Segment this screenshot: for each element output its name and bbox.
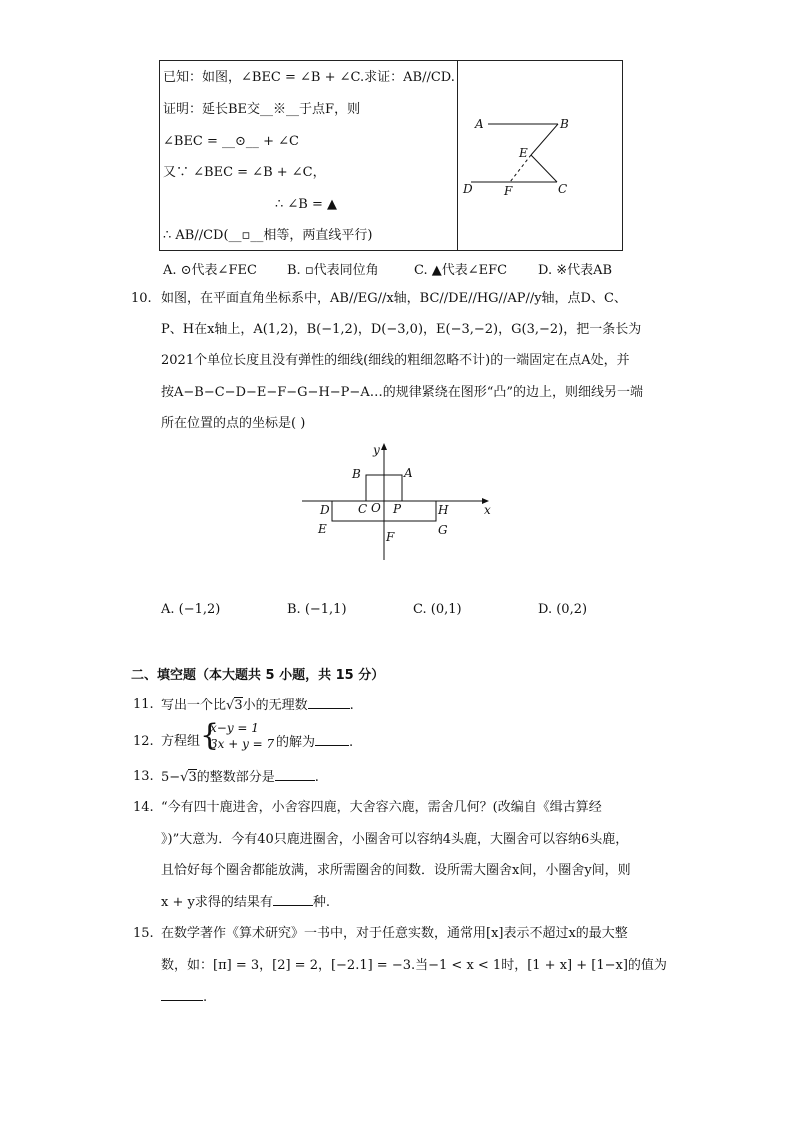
q10-option-c[interactable]: C. (0,1)	[413, 602, 462, 617]
section-heading: 二、填空题（本大题共 5 小题，共 15 分）	[131, 668, 385, 683]
label-c: C	[358, 502, 368, 516]
q12-eq1: x−y = 1	[210, 721, 259, 735]
q12-post: 的解为	[276, 735, 316, 750]
q10-line-1: 如图，在平面直角坐标系中，AB//EG//x轴，BC//DE//HG//AP//y轴，点D、C、	[161, 291, 627, 306]
label-a: A	[475, 117, 484, 131]
label-f: F	[386, 530, 395, 544]
q13-text	[161, 768, 319, 787]
label-e: E	[519, 146, 528, 160]
q15-line-1: 在数学著作《算术研究》一书中，对于任意实数，通常用[x]表示不超过x的最大整	[161, 926, 628, 941]
q15-number: 15.	[133, 926, 154, 941]
q14-line-1: “今有四十鹿进舍，小舍容四鹿，大舍容六鹿，需舍几何？(改编自《缉古算经	[161, 800, 602, 815]
q11-radicand: 3	[234, 698, 243, 713]
proof-line-4: 又∵ ∠BEC = ∠B + ∠C，	[163, 165, 326, 180]
q9-option-a[interactable]: A. ⊙代表∠FEC	[163, 263, 257, 278]
q11-end: .	[349, 698, 354, 713]
q9-option-b[interactable]: B. ▫代表同位角	[287, 263, 379, 278]
label-x: x	[484, 503, 491, 517]
q10-number: 10.	[131, 291, 152, 306]
q14-line-3: 且恰好每个圈舍都能放满，求所需圈舍的间数．设所需大圈舍x间，小圈舍y间，则	[161, 863, 631, 878]
q15-end: .	[203, 990, 208, 1005]
q14-line-2: 》)”大意为．今有40只鹿进圈舍，小圈舍可以容纳4头鹿，大圈舍可以容纳6头鹿，	[161, 832, 629, 847]
q14-line-4b: 种.	[312, 895, 330, 910]
q12-number: 12.	[133, 734, 154, 749]
proof-line-6: ∴ AB//CD(__▫__相等，两直线平行)	[163, 228, 373, 243]
q12-pre: 方程组	[161, 734, 201, 749]
q10-option-d[interactable]: D. (0,2)	[538, 602, 588, 617]
coordinate-figure	[296, 440, 496, 565]
q15-line-2: 数，如：[π] = 3，[2] = 2，[−2.1] = −3.当−1 < x < 1时，[1 + x] + [1−x]的值为	[161, 958, 667, 973]
label-d: D	[320, 503, 330, 517]
q12-tail	[276, 733, 353, 752]
proof-figure	[458, 61, 620, 248]
q13-pre: 5−	[161, 770, 181, 785]
q10-line-5: 所在位置的点的坐标是( )	[161, 416, 306, 431]
q14-line-4a: x + y求得的结果有	[161, 895, 273, 910]
q12-eq2: 3x + y = 7	[210, 737, 275, 751]
label-c: C	[558, 182, 568, 196]
system-brace: {	[200, 718, 220, 753]
q9-option-d[interactable]: D. ※代表AB	[538, 263, 613, 278]
label-b: B	[352, 467, 361, 481]
q11-pre: 写出一个比	[161, 698, 227, 713]
q12-answer-blank[interactable]	[315, 733, 349, 746]
q10-option-b[interactable]: B. (−1,1)	[287, 602, 347, 617]
q15-answer-blank[interactable]	[161, 988, 203, 1001]
q11-text	[161, 696, 354, 715]
q10-line-3: 2021个单位长度且没有弹性的细线(细线的粗细忽略不计)的一端固定在点A处，并	[161, 353, 630, 368]
q9-option-c[interactable]: C. ▲代表∠EFC	[414, 263, 508, 278]
proof-line-2: 证明：延长BE交__※__于点F，则	[163, 102, 361, 117]
q15-line-3	[161, 988, 207, 1007]
q13-number: 13.	[133, 769, 154, 784]
line-ec	[531, 155, 557, 182]
label-g: G	[438, 523, 448, 537]
sqrt-sign: √	[226, 698, 235, 713]
q11-answer-blank[interactable]	[308, 696, 350, 709]
label-a: A	[404, 466, 413, 480]
q12-end: .	[349, 735, 354, 750]
proof-line-5: ∴ ∠B = ▲	[275, 197, 338, 212]
proof-line-1: 已知：如图，∠BEC = ∠B + ∠C.求证：AB//CD.	[163, 70, 455, 85]
q11-number: 11.	[133, 697, 154, 712]
q10-line-4: 按A−B−C−D−E−F−G−H−P−A…的规律紧绕在图形“凸”的边上，则细线另一端	[161, 385, 644, 400]
q14-number: 14.	[133, 800, 154, 815]
label-b: B	[560, 117, 569, 131]
q13-radicand: 3	[188, 770, 197, 785]
line-be	[531, 124, 558, 155]
label-p: P	[393, 502, 402, 516]
label-d: D	[463, 182, 473, 196]
label-h: H	[438, 503, 449, 517]
q14-answer-blank[interactable]	[273, 893, 313, 906]
q13-post: 的整数部分是	[196, 770, 275, 785]
q14-line-4	[161, 893, 330, 912]
label-f: F	[504, 184, 513, 198]
q13-answer-blank[interactable]	[275, 768, 315, 781]
q10-line-2: P、H在x轴上，A(1,2)，B(−1,2)，D(−3,0)，E(−3,−2)，G(3,−2)，把一条长为	[161, 322, 642, 337]
label-o: O	[371, 501, 381, 515]
label-e: E	[318, 522, 327, 536]
q10-option-a[interactable]: A. (−1,2)	[161, 602, 221, 617]
label-y: y	[373, 443, 380, 457]
sqrt-sign: √	[180, 770, 189, 785]
q11-post: 小的无理数	[242, 698, 308, 713]
proof-line-3: ∠BEC = __⊙__ + ∠C	[163, 134, 299, 149]
q13-end: .	[314, 770, 319, 785]
